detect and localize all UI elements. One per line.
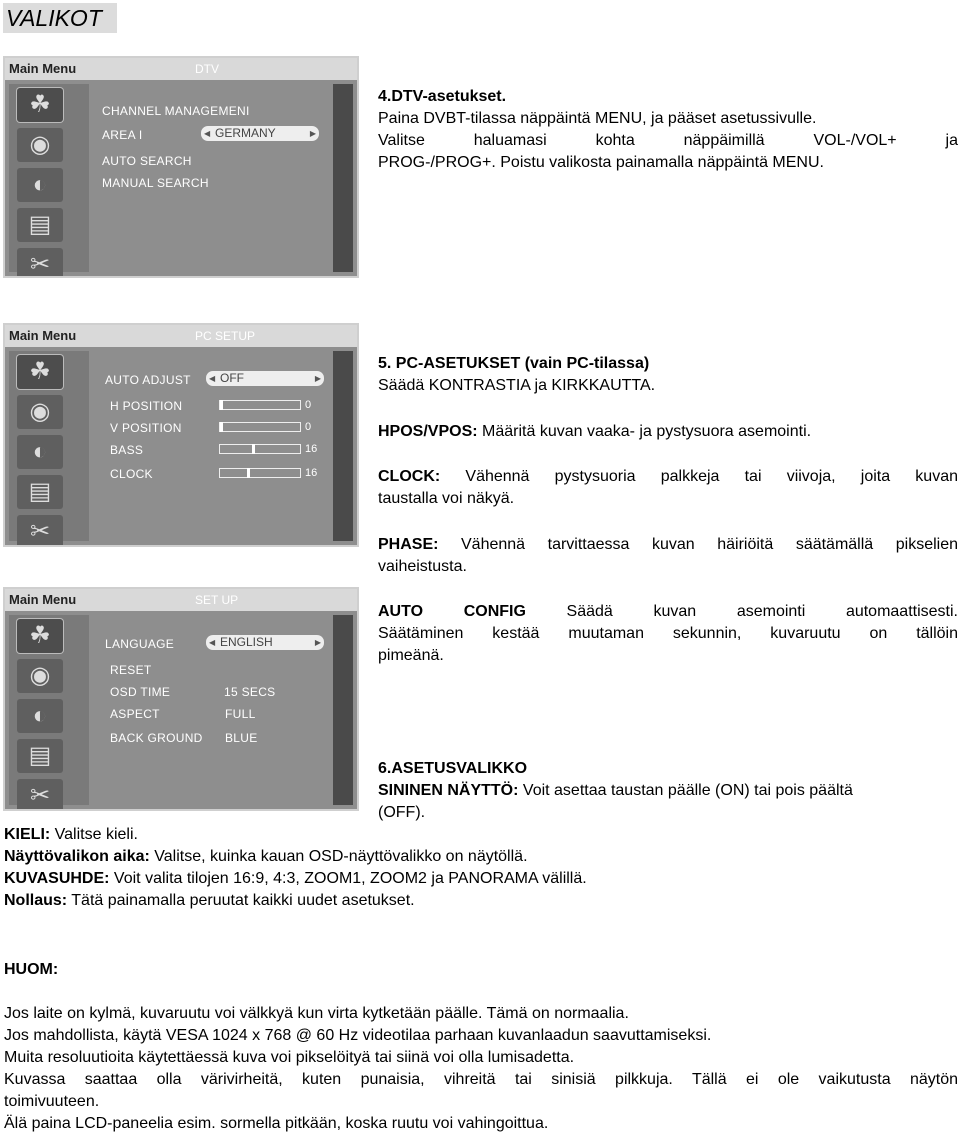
h-position-slider: [219, 400, 301, 410]
menu-header-title: Main Menu: [9, 328, 77, 343]
phase-text-2: vaiheistusta.: [378, 558, 467, 575]
tv-icon: ☘: [17, 619, 63, 653]
menu-item-area: AREA I: [102, 128, 143, 142]
language-value: ENGLISH: [220, 635, 273, 649]
menu-sidebar: [9, 84, 89, 278]
language-select: [206, 635, 324, 650]
menu-item-background: BACK GROUND: [110, 731, 203, 745]
aspect-value: FULL: [225, 707, 256, 721]
clock-slider: [219, 468, 301, 478]
setup-heading: 6.ASETUSVALIKKO: [378, 760, 528, 777]
hpos-label: HPOS/VPOS:: [378, 423, 478, 440]
tools-icon: ✂: [17, 779, 63, 811]
area-value: GERMANY: [215, 126, 276, 140]
auto-config-text-2: Säätäminen kestää muutaman sekunnin, kuvaruutu on tällöin: [378, 625, 958, 642]
menu-right-bar: [333, 84, 353, 272]
setup-descriptions: [4, 824, 954, 912]
bass-value: 16: [305, 443, 318, 455]
speaker-icon: ◉: [17, 659, 63, 693]
kuvasuhde-label: KUVASUHDE:: [4, 870, 110, 887]
bass-slider: [219, 444, 301, 454]
auto-config-text: Säädä kuvan asemointi automaattisesti.: [525, 603, 958, 620]
hpos-paragraph: [378, 421, 958, 443]
menu-item-clock: CLOCK: [110, 467, 153, 481]
dtv-line-2: Valitse haluamasi kohta näppäimillä VOL-/VOL+ ja: [378, 132, 958, 149]
menu-header-title: Main Menu: [9, 592, 77, 607]
menu-item-reset: RESET: [110, 663, 152, 677]
setup-section-text: [378, 758, 958, 824]
arrow-left-icon: ◀: [209, 638, 216, 647]
clock-paragraph: [378, 466, 958, 510]
menu-item-language: LANGUAGE: [105, 637, 175, 651]
aika-label: Näyttövalikon aika:: [4, 848, 150, 865]
nollaus-label: Nollaus:: [4, 892, 68, 909]
nollaus-text: Tätä painamalla peruutat kaikki uudet asetukset.: [67, 892, 415, 909]
phase-paragraph: [378, 534, 958, 578]
kieli-label: KIELI:: [4, 826, 51, 843]
note-body: [4, 1003, 958, 1135]
note-line-4b: toimivuuteen.: [4, 1093, 100, 1110]
arrow-right-icon: ▶: [314, 374, 321, 383]
menu-item-manual-search: MANUAL SEARCH: [102, 176, 209, 190]
dtv-menu-screenshot: [3, 56, 359, 278]
clock-text-2: taustalla voi näkyä.: [378, 490, 515, 507]
note-heading: [4, 959, 58, 981]
menu-sidebar: [9, 351, 89, 545]
kieli-text: Valitse kieli.: [50, 826, 138, 843]
note-line-3: Muita resoluutioita käytettäessä kuva voi pikselöityä tai siinä voi olla lumisadetta.: [4, 1049, 575, 1066]
menu-header-title: Main Menu: [9, 61, 77, 76]
auto-adjust-value: OFF: [220, 371, 244, 385]
auto-config-paragraph: [378, 601, 958, 667]
tools-icon: ✂: [17, 515, 63, 547]
arrow-right-icon: ▶: [309, 129, 316, 138]
note-heading-text: HUOM:: [4, 961, 59, 978]
tools-icon: ✂: [17, 248, 63, 278]
setup-menu-screenshot: [3, 587, 359, 811]
arrow-right-icon: ▶: [314, 638, 321, 647]
phase-text: Vähennä tarvittaessa kuvan häiriöitä säätämällä pikselien: [438, 536, 958, 553]
auto-config-text-3: pimeänä.: [378, 647, 444, 664]
note-line-4: Kuvassa saattaa olla värivirheitä, kuten punaisia, vihreitä tai sinisiä pilkkuja. Tällä ei ole vaikutusta näytön: [4, 1071, 958, 1088]
tv-icon: ☘: [17, 355, 63, 389]
osd-time-value: 15 SECS: [224, 685, 276, 699]
screen-icon: ▤: [17, 208, 63, 242]
slider-thumb: [252, 444, 255, 454]
speaker-icon: ◉: [17, 395, 63, 429]
note-line-2: Jos mahdollista, käytä VESA 1024 x 768 @ 60 Hz videotilaa parhaan kuvanlaadun saavuttamiseksi.: [4, 1027, 712, 1044]
picture-icon: ◐: [17, 699, 63, 733]
pc-heading: 5. PC-ASETUKSET (vain PC-tilassa): [378, 355, 650, 372]
speaker-icon: ◉: [17, 128, 63, 162]
hpos-text: Määritä kuvan vaaka- ja pystysuora asemointi.: [477, 423, 812, 440]
menu-right-bar: [333, 615, 353, 805]
note-line-1: Jos laite on kylmä, kuvaruutu voi välkkyä kun virta kytketään päälle. Tämä on normaalia.: [4, 1005, 629, 1022]
blue-screen-text: Voit asettaa taustan päälle (ON) tai pois päältä: [518, 782, 853, 799]
pc-menu-screenshot: [3, 323, 359, 547]
slider-thumb: [220, 400, 223, 410]
menu-section-title: DTV: [195, 62, 219, 76]
blue-screen-text-2: (OFF).: [378, 804, 426, 821]
menu-item-auto-adjust: AUTO ADJUST: [105, 373, 191, 387]
background-value: BLUE: [225, 731, 258, 745]
clock-label: CLOCK:: [378, 468, 441, 485]
menu-item-v-position: V POSITION: [110, 421, 182, 435]
dtv-section-text: [378, 86, 958, 174]
clock-value: 16: [305, 467, 318, 479]
menu-right-bar: [333, 351, 353, 541]
menu-sidebar: [9, 615, 89, 809]
h-position-value: 0: [305, 399, 312, 411]
page-title: VALIKOT: [3, 3, 117, 33]
aika-text: Valitse, kuinka kauan OSD-näyttövalikko on näytöllä.: [149, 848, 528, 865]
arrow-left-icon: ◀: [209, 374, 216, 383]
menu-item-aspect: ASPECT: [110, 707, 160, 721]
pc-line-1: Säädä KONTRASTIA ja KIRKKAUTTA.: [378, 377, 656, 394]
menu-item-osd-time: OSD TIME: [110, 685, 171, 699]
dtv-line-1: Paina DVBT-tilassa näppäintä MENU, ja pääset asetussivulle.: [378, 110, 817, 127]
blue-screen-label: SININEN NÄYTTÖ:: [378, 782, 519, 799]
menu-item-bass: BASS: [110, 443, 144, 457]
area-select: [201, 126, 319, 141]
v-position-value: 0: [305, 421, 312, 433]
auto-config-label: AUTO CONFIG: [378, 603, 526, 620]
tv-icon: ☘: [17, 88, 63, 122]
picture-icon: ◐: [17, 435, 63, 469]
phase-label: PHASE:: [378, 536, 439, 553]
menu-section-title: SET UP: [195, 593, 239, 607]
menu-item-h-position: H POSITION: [110, 399, 183, 413]
arrow-left-icon: ◀: [204, 129, 211, 138]
dtv-line-3: PROG-/PROG+. Poistu valikosta painamalla näppäintä MENU.: [378, 154, 824, 171]
kuvasuhde-text: Voit valita tilojen 16:9, 4:3, ZOOM1, ZOOM2 ja PANORAMA välillä.: [109, 870, 587, 887]
slider-thumb: [220, 422, 223, 432]
note-line-5: Älä paina LCD-paneelia esim. sormella pitkään, koska ruutu voi vahingoittua.: [4, 1115, 549, 1132]
screen-icon: ▤: [17, 475, 63, 509]
slider-thumb: [247, 468, 250, 478]
dtv-heading: 4.DTV-asetukset.: [378, 88, 507, 105]
v-position-slider: [219, 422, 301, 432]
auto-adjust-select: [206, 371, 324, 386]
menu-section-title: PC SETUP: [195, 329, 256, 343]
clock-text: Vähennä pystysuoria palkkeja tai viivoja, joita kuvan: [440, 468, 958, 485]
menu-item-channel: CHANNEL MANAGEMENI: [102, 104, 250, 118]
pc-section-text: [378, 353, 958, 397]
picture-icon: ◐: [17, 168, 63, 202]
screen-icon: ▤: [17, 739, 63, 773]
menu-item-auto-search: AUTO SEARCH: [102, 154, 192, 168]
